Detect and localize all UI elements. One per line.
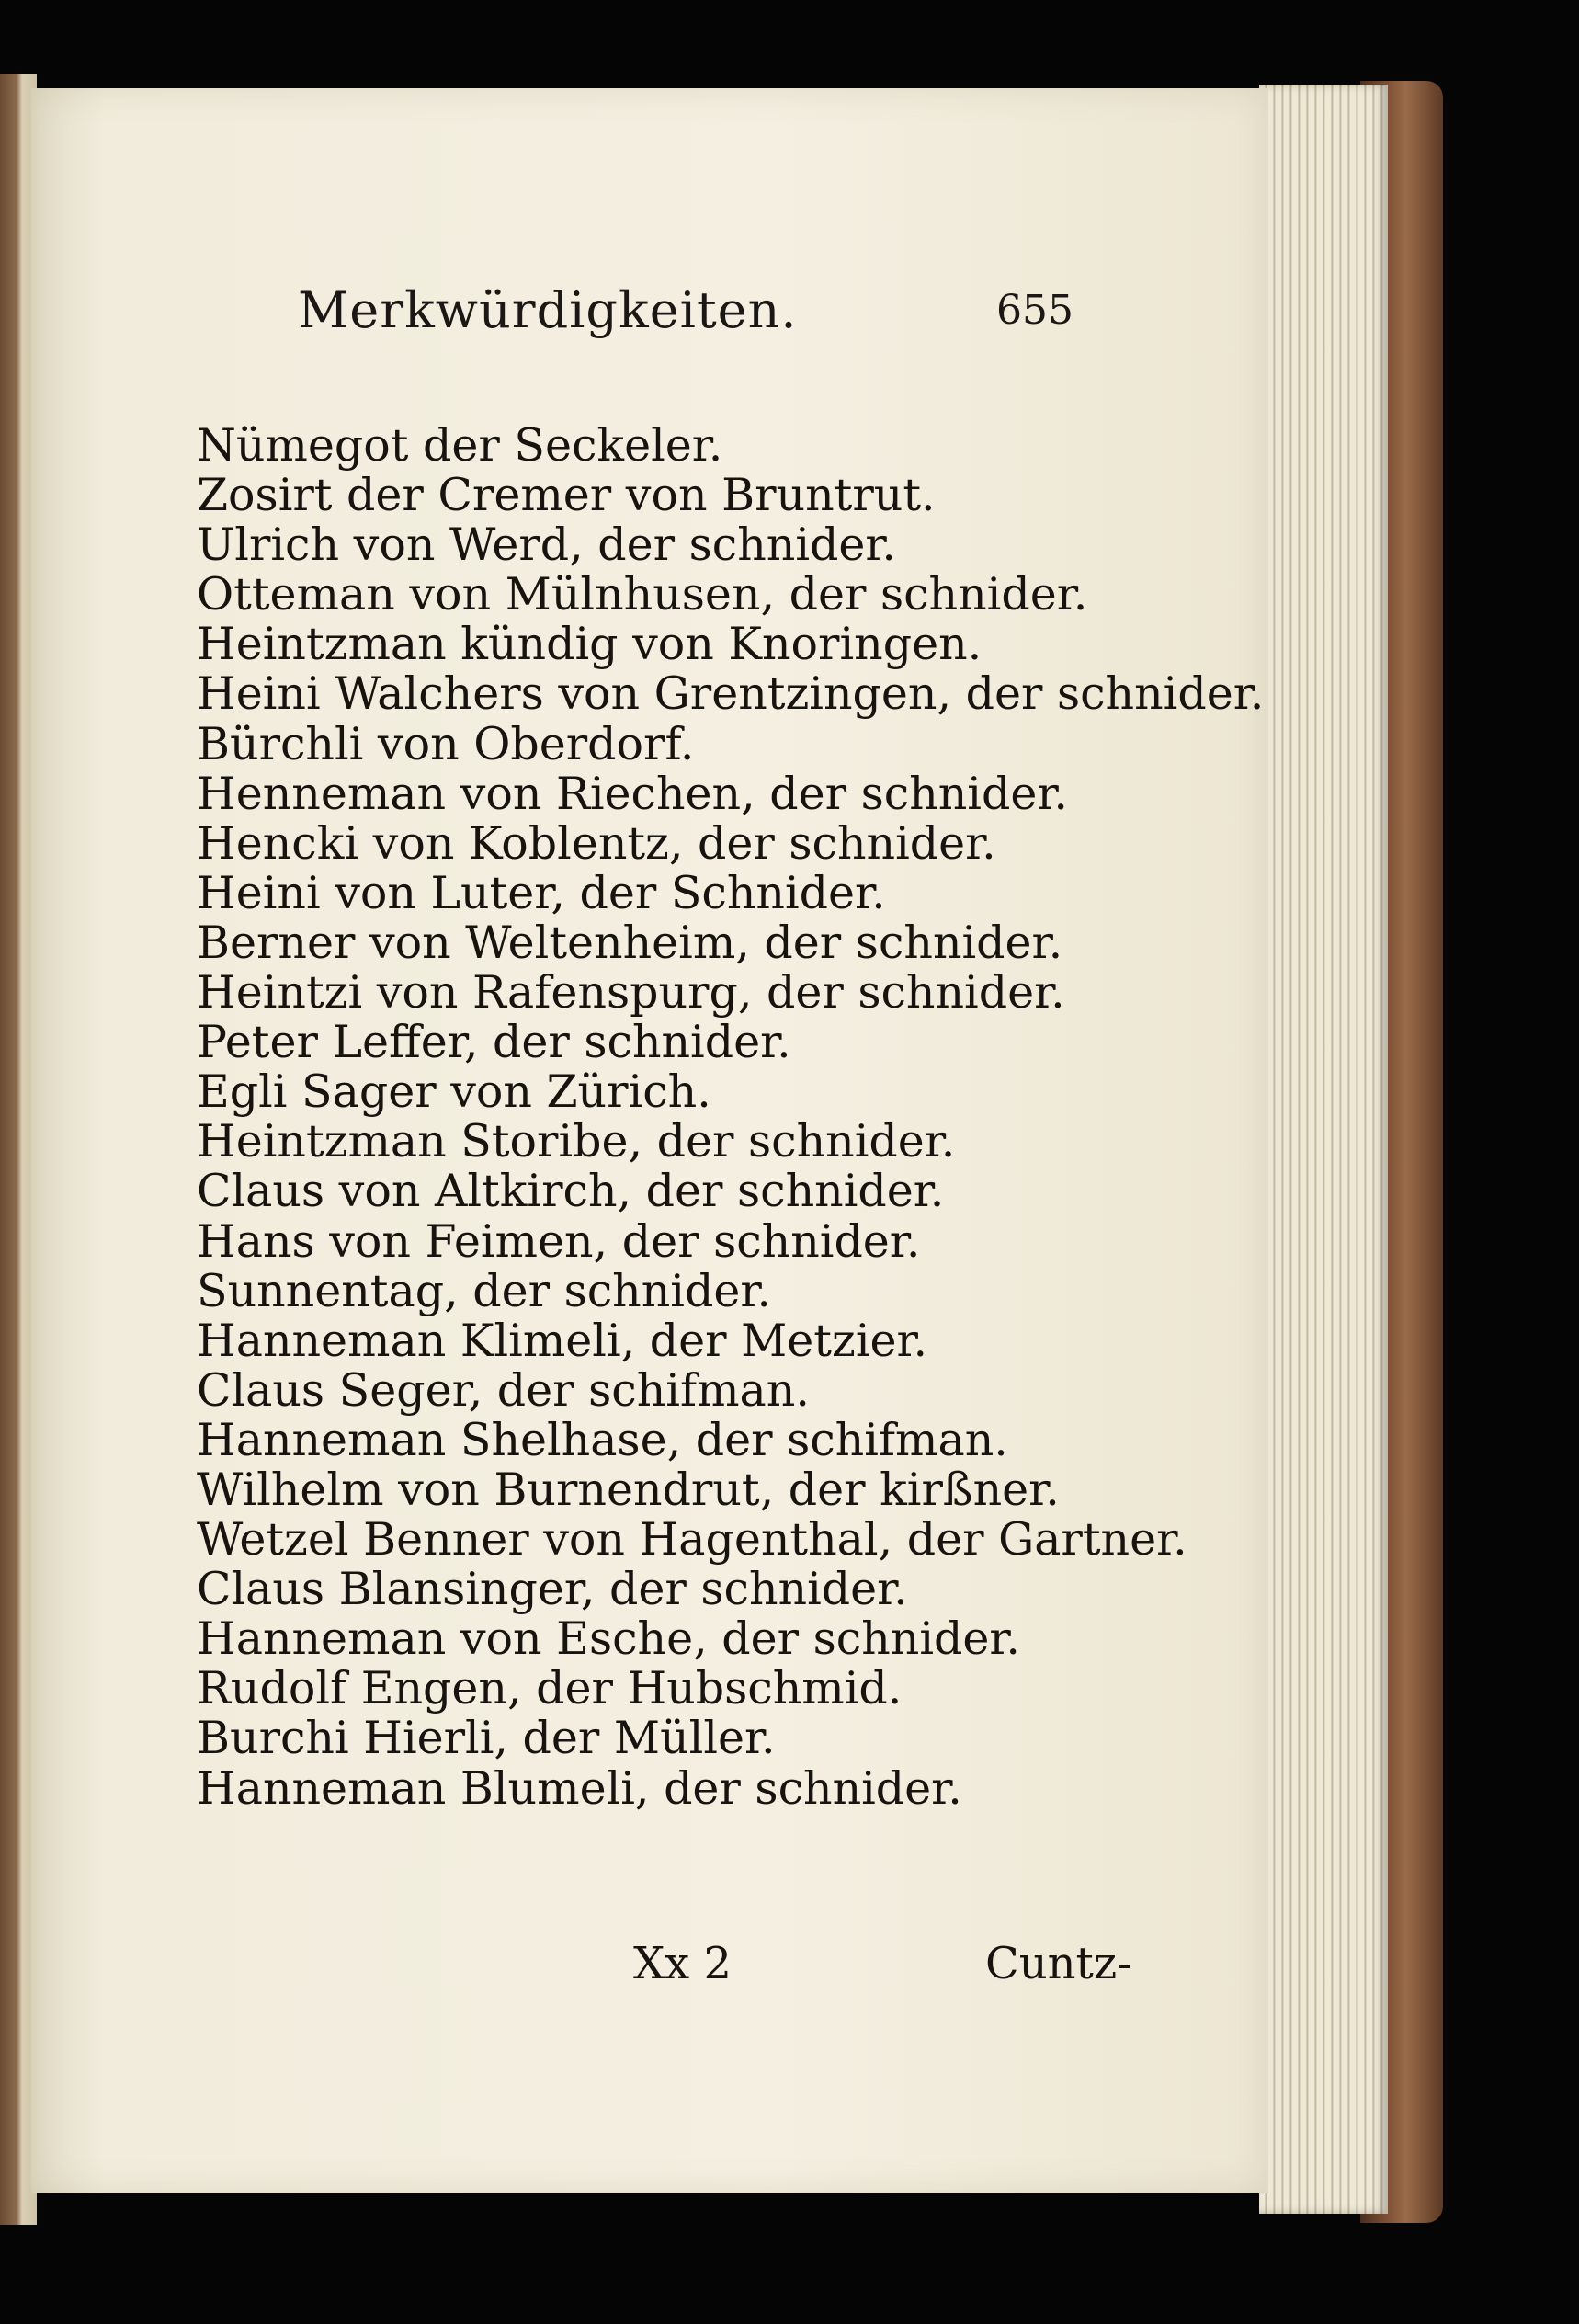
list-item: Sunnentag, der schnider.	[197, 1264, 771, 1317]
list-item: Hanneman von Esche, der schnider.	[197, 1612, 1020, 1666]
page-header	[31, 281, 1268, 355]
list-item: Hanneman Blumeli, der schnider.	[197, 1761, 962, 1815]
signature-mark: Xx 2	[633, 1938, 733, 1989]
list-item: Otteman von Mülnhusen, der schnider.	[197, 568, 1088, 621]
list-item: Hencki von Koblentz, der schnider.	[197, 816, 996, 870]
catchword: Cuntz-	[985, 1938, 1132, 1989]
list-item: Wilhelm von Burnendrut, der kirßner.	[197, 1463, 1060, 1516]
list-item: Egli Sager von Zürich.	[197, 1065, 711, 1119]
list-item: Rudolf Engen, der Hubschmid.	[197, 1662, 903, 1715]
list-item: Nümegot der Seckeler.	[197, 419, 723, 472]
list-item: Hanneman Shelhase, der schifman.	[197, 1413, 1008, 1466]
list-item: Heini Walchers von Grentzingen, der schnider.	[197, 667, 1265, 721]
page-stack-edges	[1259, 85, 1388, 2214]
list-item: Heintzi von Rafenspurg, der schnider.	[197, 966, 1065, 1020]
list-item: Claus Seger, der schifman.	[197, 1363, 810, 1417]
list-item: Hanneman Klimeli, der Metzier.	[197, 1314, 928, 1367]
list-item: Zosirt der Cremer von Bruntrut.	[197, 469, 936, 522]
running-title: Merkwürdigkeiten.	[298, 281, 798, 339]
page-footer	[31, 1938, 1268, 2011]
list-item: Wetzel Benner von Hagenthal, der Gartner.	[197, 1513, 1187, 1566]
name-list	[197, 421, 1264, 1814]
list-item: Burchi Hierli, der Müller.	[197, 1712, 776, 1765]
list-item: Ulrich von Werd, der schnider.	[197, 518, 896, 572]
list-item: Heintzman Storibe, der schnider.	[197, 1115, 956, 1168]
list-item: Heini von Luter, der Schnider.	[197, 866, 886, 919]
page-number: 655	[996, 287, 1073, 334]
list-item: Claus von Altkirch, der schnider.	[197, 1165, 945, 1218]
list-item: Claus Blansinger, der schnider.	[197, 1563, 908, 1616]
list-item: Bürchli von Oberdorf.	[197, 717, 695, 770]
list-item: Heintzman kündig von Knoringen.	[197, 618, 983, 671]
list-item: Peter Leffer, der schnider.	[197, 1016, 791, 1069]
list-item: Henneman von Riechen, der schnider.	[197, 767, 1068, 820]
list-item: Hans von Feimen, der schnider.	[197, 1214, 921, 1268]
book-page	[31, 88, 1268, 2193]
list-item: Berner von Weltenheim, der schnider.	[197, 916, 1063, 969]
